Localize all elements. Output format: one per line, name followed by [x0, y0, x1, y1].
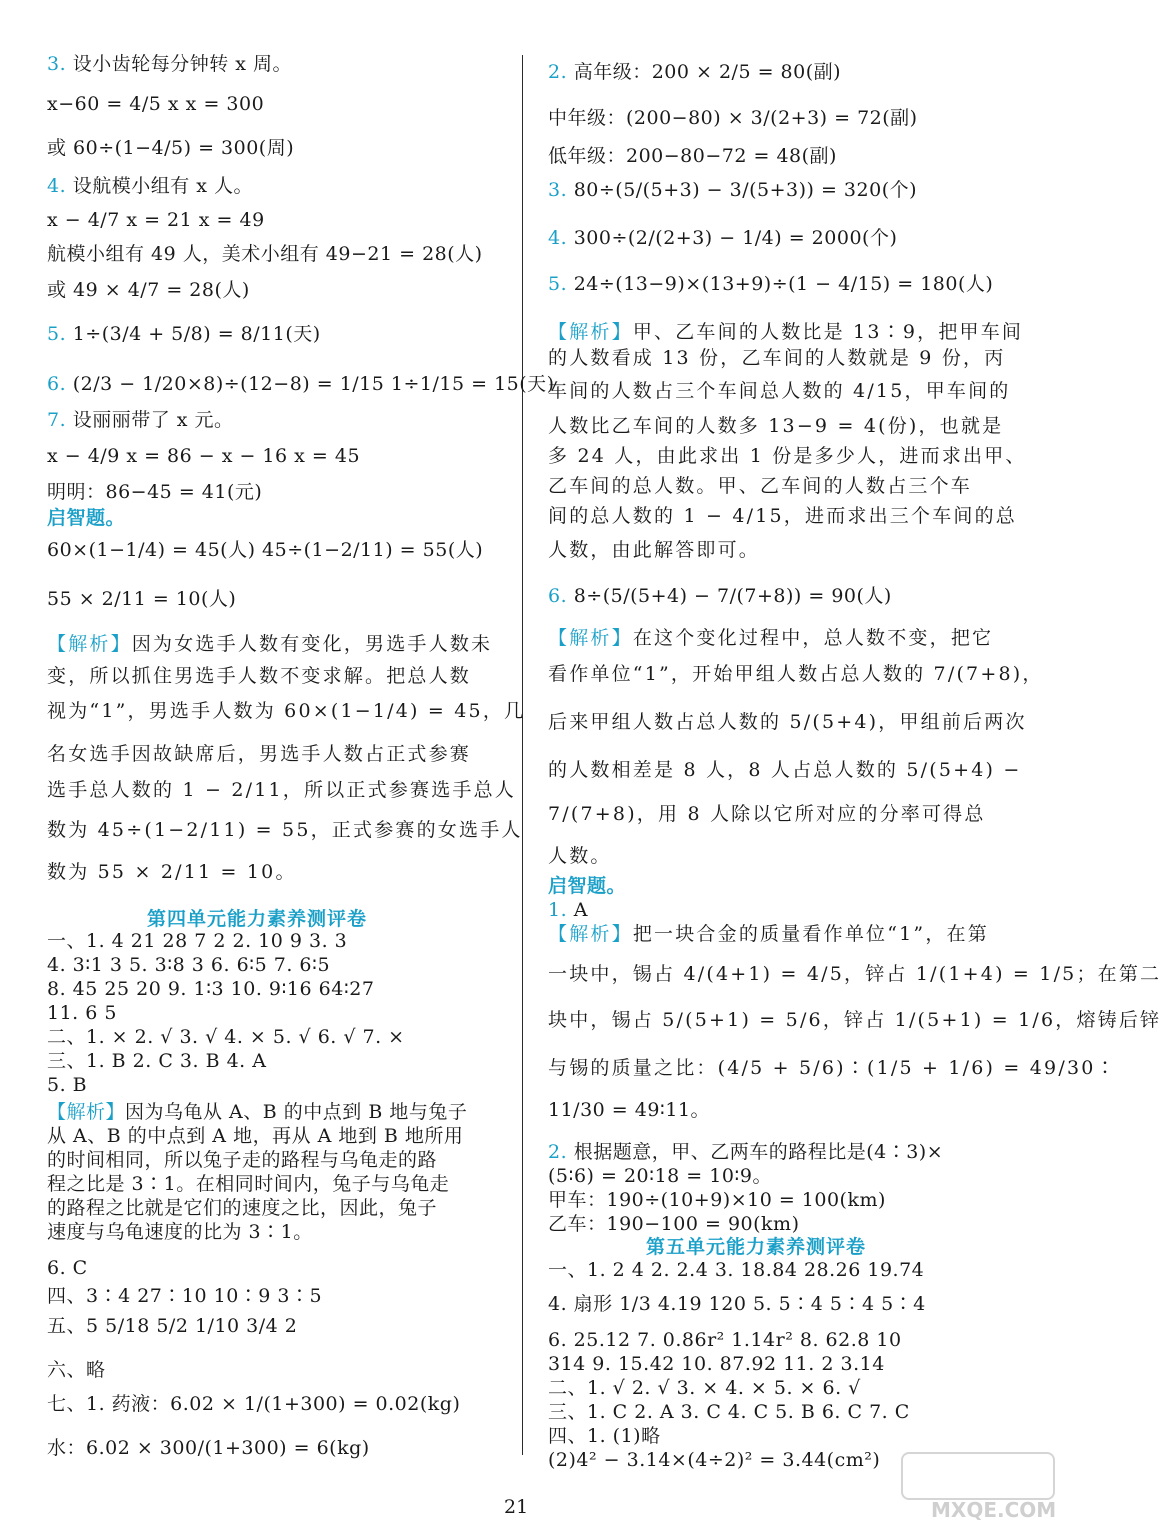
right-line — [548, 504, 1017, 528]
left-line — [47, 538, 483, 562]
line-text: 从 A、B 的中点到 A 地，再从 A 地到 B 地所用 — [47, 1125, 464, 1147]
left-line — [47, 480, 262, 504]
item-number: 2. — [548, 1141, 568, 1163]
line-text: 6. C — [47, 1257, 88, 1279]
line-text: 300÷(2/(2+3) − 1/4) = 2000(个) — [573, 227, 898, 249]
line-text: 或 60÷(1−4/5) = 300(周) — [47, 137, 295, 159]
line-text: 的时间相同，所以兔子走的路程与乌龟走的路 — [47, 1149, 438, 1171]
right-line — [548, 626, 993, 650]
line-text: 数为 45÷(1−2/11) = 55，正式参赛的女选手人 — [47, 819, 523, 841]
right-line — [548, 1424, 661, 1448]
left-line — [47, 1314, 297, 1338]
left-line — [47, 52, 292, 76]
line-text: 11/30 = 49∶11。 — [548, 1099, 711, 1121]
line-text: 乙车间的总人数。甲、乙车间的人数占三个车 — [548, 475, 973, 497]
line-text: 的路程之比就是它们的速度之比，因此，兔子 — [47, 1197, 438, 1219]
left-line — [47, 1358, 106, 1382]
left-line — [47, 1172, 449, 1196]
right-line — [548, 1212, 799, 1236]
line-text: 80÷(5/(5+3) − 3/(5+3)) = 320(个) — [573, 179, 918, 201]
left-line — [47, 1220, 313, 1244]
right-line — [548, 922, 989, 946]
line-text: 明明：86−45 = 41(元) — [47, 481, 263, 503]
right-line — [548, 379, 1011, 403]
item-number: 7. — [47, 409, 67, 431]
line-text: 三、1. C 2. A 3. C 4. C 5. B 6. C 7. C — [548, 1401, 910, 1423]
section-heading: 启智题。 — [548, 875, 627, 897]
left-line — [47, 1049, 266, 1073]
item-number: 5. — [47, 323, 67, 345]
line-text: 六、略 — [47, 1359, 106, 1381]
left-line — [47, 372, 555, 396]
left-line — [47, 208, 265, 232]
item-number: 3. — [47, 53, 67, 75]
line-text: x − 4/9 x = 86 − x − 16 x = 45 — [47, 445, 361, 467]
left-line — [47, 174, 253, 198]
right-line — [548, 584, 892, 608]
line-text: 水：6.02 × 300/(1+300) = 6(kg) — [47, 1437, 370, 1459]
item-number: 6. — [548, 585, 568, 607]
line-text: 在这个变化过程中，总人数不变，把它 — [632, 627, 994, 649]
line-text: 高年级：200 × 2/5 = 80(副) — [573, 61, 842, 83]
right-line — [548, 844, 612, 868]
right-line — [548, 1188, 886, 1212]
line-text: 人数。 — [548, 845, 612, 867]
line-text: 6. 25.12 7. 0.86r² 1.14r² 8. 62.8 10 — [548, 1329, 902, 1351]
watermark-logo — [901, 1452, 1057, 1522]
left-line — [47, 1436, 370, 1460]
line-text: 多 24 人，由此求出 1 份是多少人，进而求出甲、 — [548, 445, 1027, 467]
left-line — [47, 1100, 467, 1124]
line-text: 7/(7+8)，用 8 人除以它所对应的分率可得总 — [548, 803, 986, 825]
right-line — [548, 1292, 926, 1316]
left-line — [47, 506, 125, 530]
line-text: (5∶6) = 20∶18 = 10∶9。 — [548, 1165, 772, 1187]
line-text: 块中，锡占 5/(5+1) = 5/6，锌占 1/(5+1) = 1/6，熔铸后锌 — [548, 1009, 1161, 1031]
line-text: 选手总人数的 1 − 2/11，所以正式参赛选手总人 — [47, 779, 516, 801]
right-line — [548, 1400, 910, 1424]
item-number: 2. — [548, 61, 568, 83]
line-text: 车间的人数占三个车间总人数的 4/15，甲车间的 — [548, 380, 1011, 402]
right-line — [548, 1164, 772, 1188]
left-line — [47, 1025, 405, 1049]
right-line — [548, 414, 1003, 438]
right-line — [548, 898, 588, 922]
line-text: 4. 3∶1 3 5. 3∶8 3 6. 6∶5 7. 6∶5 — [47, 954, 331, 976]
line-text: 人数比乙车间的人数多 13−9 = 4(份)，也就是 — [548, 415, 1004, 437]
right-line — [548, 106, 918, 130]
line-text: 11. 6 5 — [47, 1002, 117, 1024]
line-text: 设小齿轮每分钟转 x 周。 — [72, 53, 292, 75]
line-text: 或 49 × 4/7 = 28(人) — [47, 279, 250, 301]
right-line — [548, 178, 917, 202]
left-line — [47, 278, 250, 302]
right-line — [548, 346, 1005, 370]
line-text: 的人数看成 13 份，乙车间的人数就是 9 份，丙 — [548, 347, 1006, 369]
line-text: 一、1. 4 21 28 7 2 2. 10 9 3. 3 — [47, 930, 348, 952]
left-line — [47, 778, 516, 802]
line-text: (2)4² − 3.14×(4÷2)² = 3.44(cm²) — [548, 1449, 881, 1471]
line-text: 看作单位“1”，开始甲组人数占总人数的 7/(7+8)， — [548, 663, 1044, 685]
analysis-tag: 【解析】 — [47, 1101, 126, 1123]
left-line — [47, 818, 523, 842]
line-text: 8÷(5/(5+4) − 7/(7+8)) = 90(人) — [573, 585, 892, 607]
item-number: 4. — [47, 175, 67, 197]
left-line — [47, 136, 294, 160]
line-text: 的人数相差是 8 人，8 人占总人数的 5/(5+4) − — [548, 759, 1022, 781]
line-text: 根据题意，甲、乙两车的路程比是(4∶3)× — [573, 1141, 944, 1163]
line-text: 五、5 5/18 5/2 1/10 3/4 2 — [47, 1315, 298, 1337]
right-line — [548, 1140, 943, 1164]
line-text: 二、1. √ 2. √ 3. × 4. × 5. × 6. √ — [548, 1377, 861, 1399]
left-line — [47, 953, 330, 977]
page-number: 21 — [504, 1496, 529, 1518]
line-text: 间的总人数的 1 − 4/15，进而求出三个车间的总 — [548, 505, 1017, 527]
line-text: x−60 = 4/5 x x = 300 — [47, 93, 265, 115]
line-text: 后来甲组人数占总人数的 5/(5+4)，甲组前后两次 — [548, 711, 1027, 733]
right-line — [548, 226, 897, 250]
item-number: 3. — [548, 179, 568, 201]
left-line — [47, 1256, 88, 1280]
unit4-title: 第四单元能力素养测评卷 — [147, 908, 368, 930]
line-text: 314 9. 15.42 10. 87.92 11. 2 3.14 — [548, 1353, 885, 1375]
item-number: 4. — [548, 227, 568, 249]
unit5-title: 第五单元能力素养测评卷 — [646, 1236, 867, 1258]
left-line — [47, 92, 264, 116]
right-line — [548, 874, 626, 898]
line-text: 数为 55 × 2/11 = 10。 — [47, 861, 297, 883]
left-line — [47, 1284, 322, 1308]
right-line — [548, 272, 993, 296]
line-text: x − 4/7 x = 21 x = 49 — [47, 209, 265, 231]
line-text: 程之比是 3∶1。在相同时间内，兔子与乌龟走 — [47, 1173, 450, 1195]
right-line — [548, 474, 972, 498]
left-line — [47, 664, 471, 688]
line-text: 四、1. (1)略 — [548, 1425, 661, 1447]
right-line — [548, 320, 1023, 344]
left-line — [47, 929, 347, 953]
left-line — [47, 632, 492, 656]
item-number: 1. — [548, 899, 568, 921]
line-text: 与锡的质量之比：(4/5 + 5/6)∶(1/5 + 1/6) = 49/30∶ — [548, 1057, 1117, 1079]
line-text: 55 × 2/11 = 10(人) — [47, 588, 237, 610]
line-text: 速度与乌龟速度的比为 3∶1。 — [47, 1221, 313, 1243]
line-text: 乙车：190−100 = 90(km) — [548, 1213, 800, 1235]
line-text: 中年级：(200−80) × 3/(2+3) = 72(副) — [548, 107, 918, 129]
right-line — [548, 538, 760, 562]
line-text: 1÷(3/4 + 5/8) = 8/11(天) — [72, 323, 321, 345]
line-text: 低年级：200−80−72 = 48(副) — [548, 145, 837, 167]
left-line — [47, 444, 360, 468]
left-line — [47, 242, 483, 266]
line-text: 因为女选手人数有变化，男选手人数未 — [131, 633, 493, 655]
line-text: 一块中，锡占 4/(4+1) = 4/5，锌占 1/(1+4) = 1/5；在第二 — [548, 963, 1161, 985]
line-text: 因为乌龟从 A、B 的中点到 B 地与兔子 — [125, 1101, 468, 1123]
line-text: (2/3 − 1/20×8)÷(12−8) = 1/15 1÷1/15 = 15(天) — [72, 373, 555, 395]
line-text: 8. 45 25 20 9. 1∶3 10. 9∶16 64∶27 — [47, 978, 375, 1000]
line-text: 一、1. 2 4 2. 2.4 3. 18.84 28.26 19.74 — [548, 1259, 925, 1281]
right-line — [548, 1448, 880, 1472]
line-text: A — [573, 899, 588, 921]
right-line — [548, 710, 1027, 734]
left-line — [47, 742, 471, 766]
right-line — [548, 144, 837, 168]
line-text: 七、1. 药液：6.02 × 1/(1+300) = 0.02(kg) — [47, 1393, 461, 1415]
left-line — [47, 860, 297, 884]
line-text: 二、1. × 2. √ 3. √ 4. × 5. √ 6. √ 7. × — [47, 1026, 405, 1048]
line-text: 人数，由此解答即可。 — [548, 539, 761, 561]
line-text: 四、3∶4 27∶10 10∶9 3∶5 — [47, 1285, 323, 1307]
right-line — [548, 662, 1044, 686]
line-text: 把一块合金的质量看作单位“1”，在第 — [632, 923, 989, 945]
left-line — [47, 1196, 437, 1220]
line-text: 24÷(13−9)×(13+9)÷(1 − 4/15) = 180(人) — [573, 273, 994, 295]
left-line — [47, 1124, 463, 1148]
line-text: 5. B — [47, 1074, 88, 1096]
line-text: 甲车：190÷(10+9)×10 = 100(km) — [548, 1189, 886, 1211]
left-line — [47, 1392, 460, 1416]
right-line — [548, 758, 1022, 782]
line-text: 甲、乙车间的人数比是 13∶9，把甲车间 — [632, 321, 1024, 343]
right-line — [548, 962, 1161, 986]
left-line — [47, 408, 233, 432]
item-number: 5. — [548, 273, 568, 295]
column-divider — [522, 55, 523, 1455]
analysis-tag: 【解析】 — [548, 923, 633, 945]
right-line — [548, 1376, 861, 1400]
line-text: 视为“1”，男选手人数为 60×(1−1/4) = 45，几 — [47, 700, 526, 722]
right-line — [548, 1008, 1161, 1032]
analysis-tag: 【解析】 — [548, 321, 633, 343]
line-text: 4. 扇形 1/3 4.19 120 5. 5∶4 5∶4 5∶4 — [548, 1293, 926, 1315]
line-text: 设航模小组有 x 人。 — [72, 175, 253, 197]
left-line — [47, 587, 236, 611]
left-line — [47, 1148, 437, 1172]
section-heading: 启智题。 — [47, 507, 126, 529]
right-line — [548, 1098, 710, 1122]
line-text: 60×(1−1/4) = 45(人) 45÷(1−2/11) = 55(人) — [47, 539, 484, 561]
left-line — [47, 322, 321, 346]
line-text: 设丽丽带了 x 元。 — [72, 409, 234, 431]
line-text: 变，所以抓住男选手人数不变求解。把总人数 — [47, 665, 472, 687]
right-line — [548, 1258, 924, 1282]
right-line — [548, 1352, 885, 1376]
line-text: 三、1. B 2. C 3. B 4. A — [47, 1050, 267, 1072]
item-number: 6. — [47, 373, 67, 395]
right-line — [548, 444, 1027, 468]
right-line — [548, 1056, 1117, 1080]
left-line — [47, 977, 374, 1001]
left-line — [47, 1073, 87, 1097]
right-line — [548, 1328, 902, 1352]
line-text: 名女选手因故缺席后，男选手人数占正式参赛 — [47, 743, 472, 765]
line-text: 航模小组有 49 人，美术小组有 49−21 = 28(人) — [47, 243, 483, 265]
right-line — [548, 60, 841, 84]
analysis-tag: 【解析】 — [47, 633, 132, 655]
left-line — [47, 1001, 117, 1025]
left-line — [47, 699, 525, 723]
analysis-tag: 【解析】 — [548, 627, 633, 649]
right-line — [548, 802, 986, 826]
watermark-text: MXQE.COM — [931, 1498, 1057, 1522]
